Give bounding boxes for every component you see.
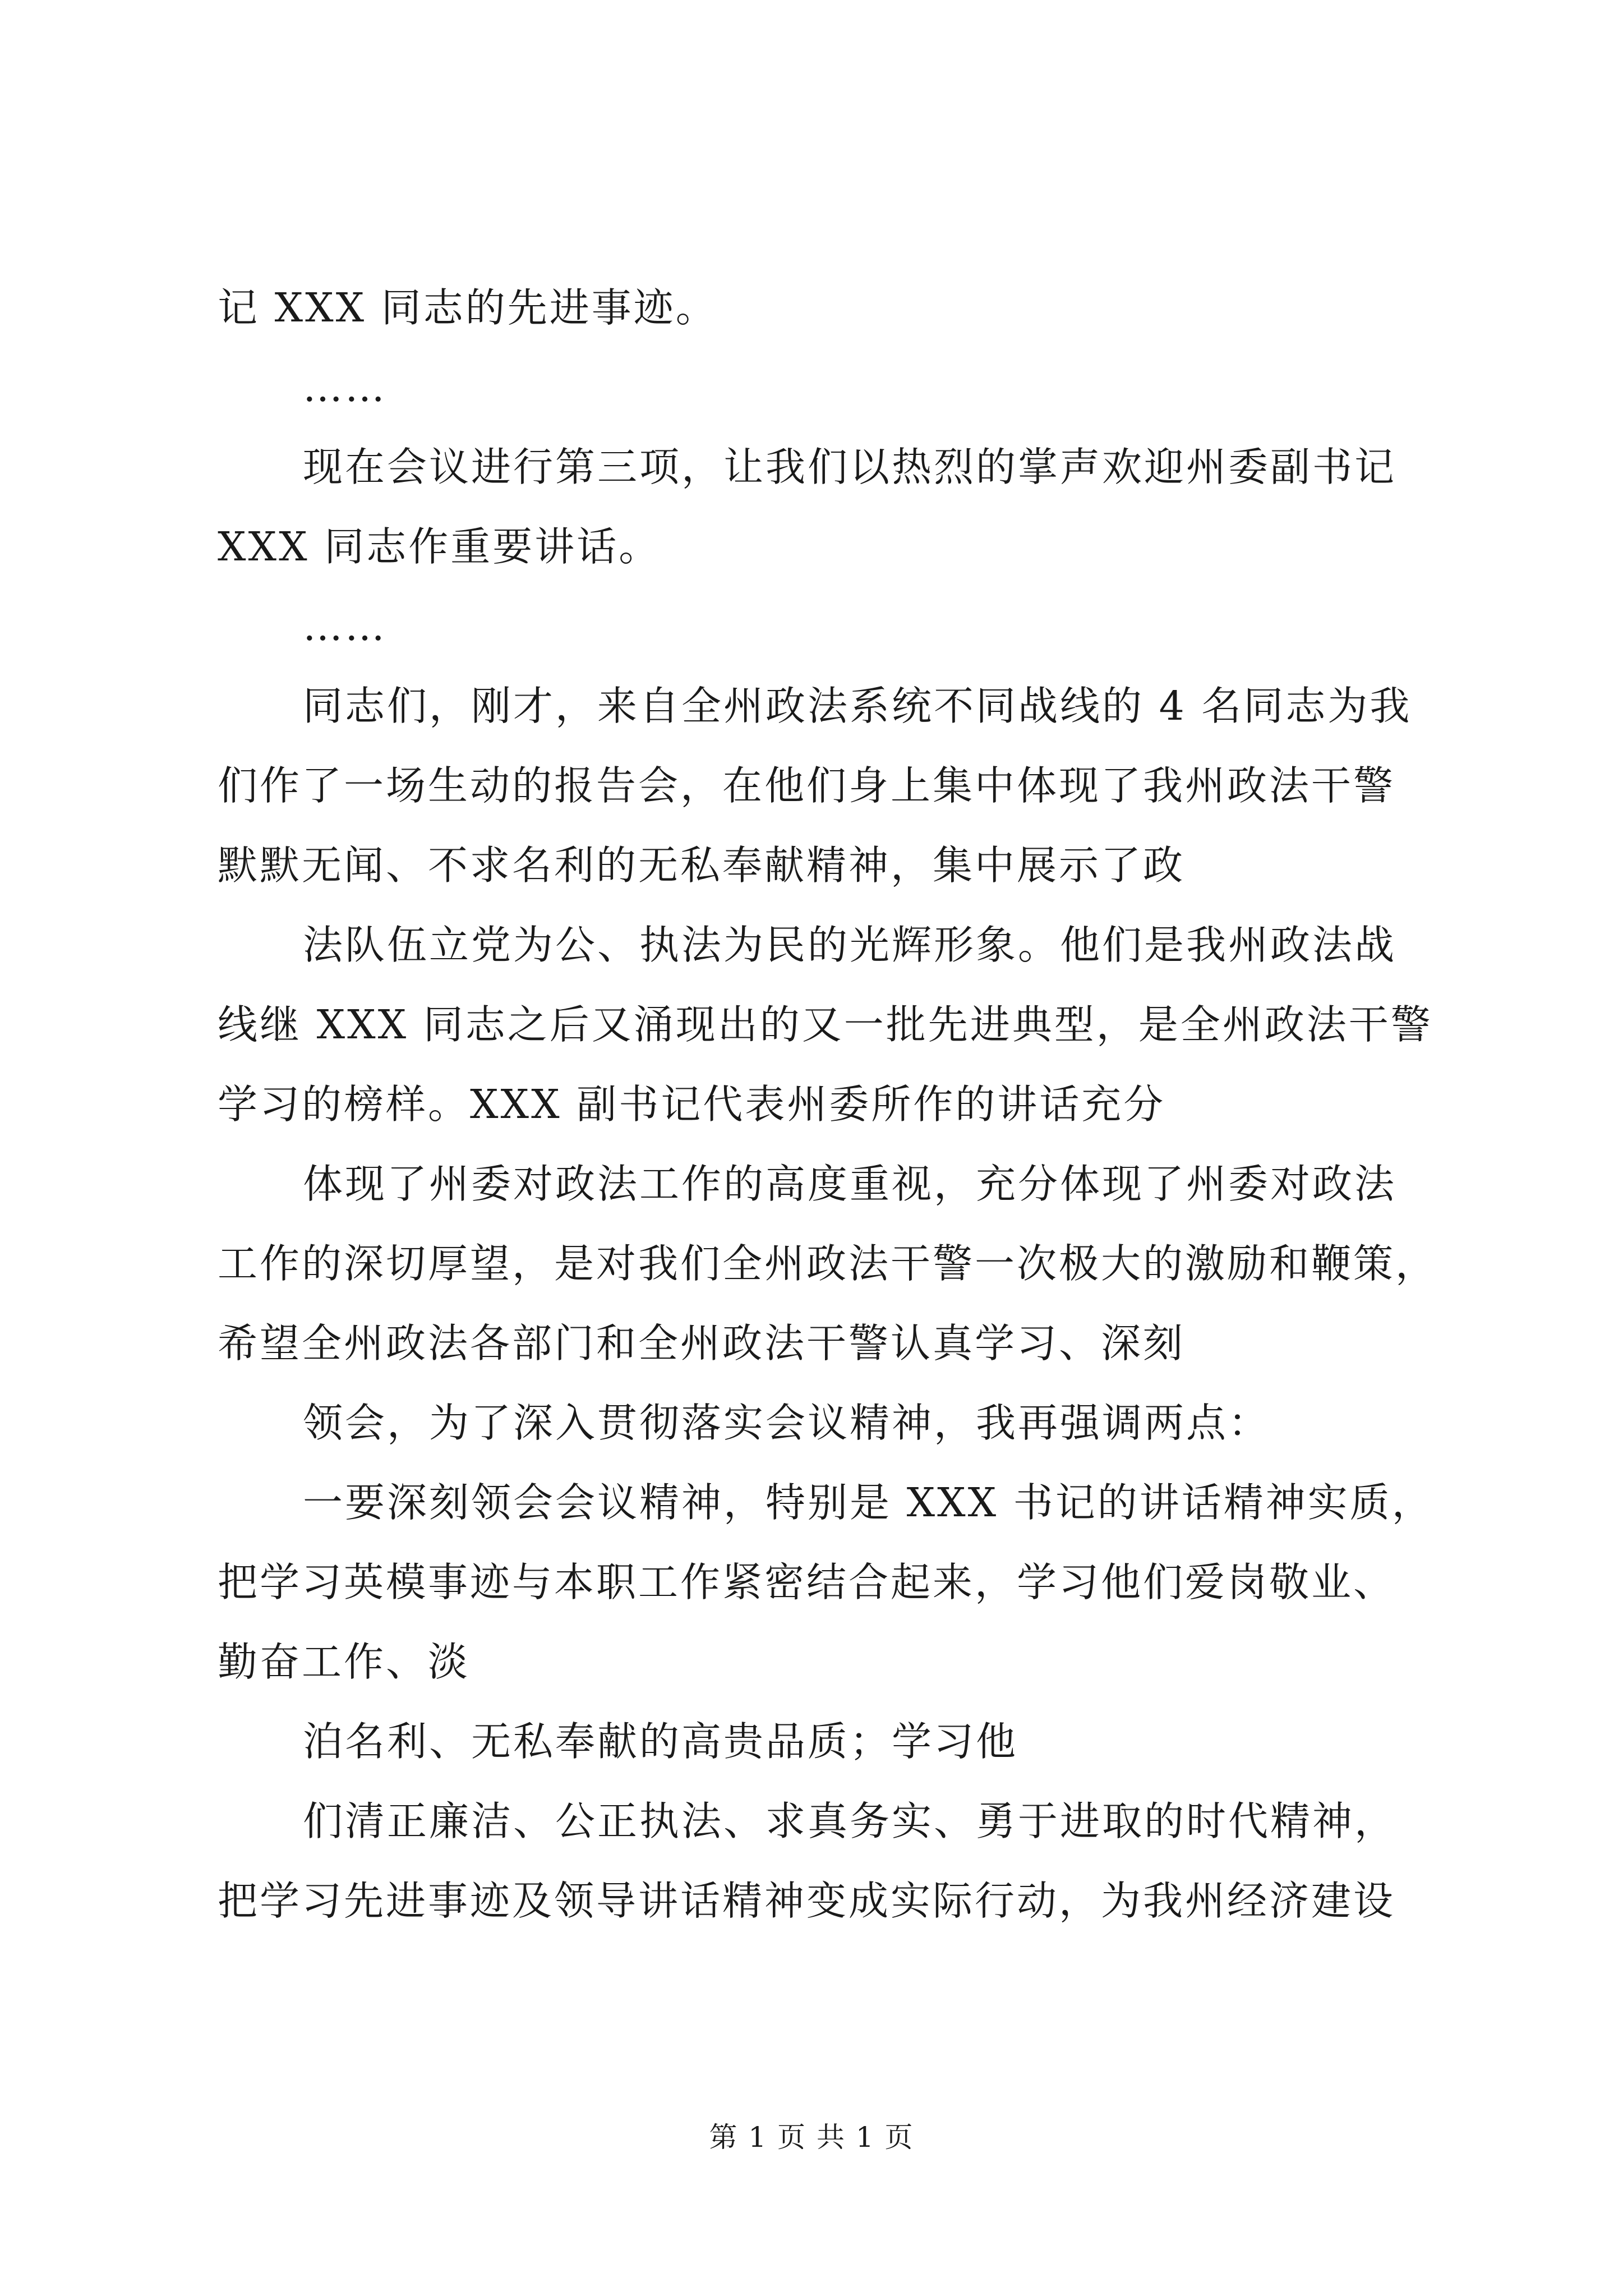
text-line: 们作了一场生动的报告会，在他们身上集中体现了我州政法干警 xyxy=(218,762,1396,809)
ellipsis-line: …… xyxy=(303,603,387,650)
document-body xyxy=(218,268,1440,1941)
text-line: 领会，为了深入贯彻落实会议精神，我再强调两点： xyxy=(303,1400,1271,1446)
page-footer: 第 1 页 共 1 页 xyxy=(709,2121,914,2154)
text-line: 把学习先进事迹及领导讲话精神变成实际行动，为我州经济建设 xyxy=(218,1878,1396,1924)
text-line: 体现了州委对政法工作的高度重视，充分体现了州委对政法 xyxy=(303,1161,1397,1207)
text-line: 同志们，刚才，来自全州政法系统不同战线的 4 名同志为我 xyxy=(303,683,1412,729)
text-line: 法队伍立党为公、执法为民的光辉形象。他们是我州政法战 xyxy=(303,922,1397,968)
text-line: 勤奋工作、淡 xyxy=(218,1639,471,1685)
text-line: 记 XXX 同志的先进事迹。 xyxy=(218,284,718,331)
text-line: 一要深刻领会会议精神，特别是 XXX 书记的讲话精神实质， xyxy=(303,1479,1434,1526)
text-line: 线继 XXX 同志之后又涌现出的又一批先进典型，是全州政法干警 xyxy=(218,1001,1433,1048)
ellipsis-line: …… xyxy=(303,364,387,411)
text-line: 现在会议进行第三项，让我们以热烈的掌声欢迎州委副书记 xyxy=(303,444,1397,490)
text-line: 泊名利、无私奉献的高贵品质；学习他 xyxy=(303,1718,1018,1765)
text-line: 希望全州政法各部门和全州政法干警认真学习、深刻 xyxy=(218,1320,1186,1366)
text-line: 把学习英模事迹与本职工作紧密结合起来，学习他们爱岗敬业、 xyxy=(218,1559,1396,1605)
text-line: 工作的深切厚望，是对我们全州政法干警一次极大的激励和鞭策， xyxy=(218,1240,1438,1287)
text-line: 们清正廉洁、公正执法、求真务实、勇于进取的时代精神， xyxy=(303,1798,1397,1844)
text-line: 默默无闻、不求名利的无私奉献精神，集中展示了政 xyxy=(218,842,1186,889)
text-line: 学习的榜样。XXX 副书记代表州委所作的讲话充分 xyxy=(218,1081,1166,1128)
text-line: XXX 同志作重要讲话。 xyxy=(218,523,661,570)
